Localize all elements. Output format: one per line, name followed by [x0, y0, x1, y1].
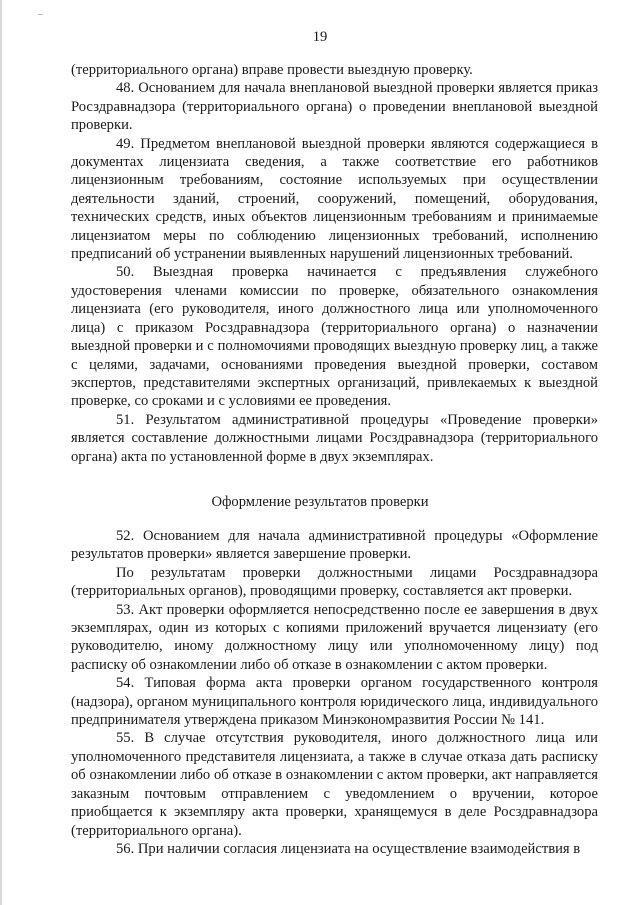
- paragraph-52-results: По результатам проверки должностными лицами Росздравнадзора (территориальных органов), проводящими проверку, составляется акт проверки.: [71, 564, 598, 600]
- paragraph-50: 50. Выездная проверка начинается с предъявления служебного удостоверения членами комиссии по проверке, обязательного ознакомления лицензиата (его руководителя, иного должностного лица или уполномоченного лица) с приказом Росздравнадзора (территориального органа) о назначении выездной проверки и с полномочиями проводящих выездную проверку лиц, а также с целями, задачами, основаниями проведения выездной проверки, составом экспертов, представителями экспертных организаций, привлекаемых к выездной проверке, со сроками и с условиями ее проведения.: [71, 264, 598, 410]
- paragraph-54: 54. Типовая форма акта проверки органом государственного контроля (надзора), органом муниципального контроля юридического лица, индивидуального предпринимателя утверждена приказом Минэкономразвития России № 141.: [71, 675, 598, 729]
- paragraph-55: 55. В случае отсутствия руководителя, иного должностного лица или уполномоченного представителя лицензиата, а также в случае отказа дать расписку об ознакомлении либо об отказе в ознакомлении с актом проверки, акт направляется заказным почтовым отправлением с уведомлением о вручении, которое приобщается к экземпляру акта проверки, хранящемуся в деле Росздравнадзора (территориального органа).: [71, 730, 598, 839]
- paragraph-51: 51. Результатом административной процедуры «Проведение проверки» является составление должностными лицами Росздравнадзора (территориального органа) акта по установленной форме в двух экземплярах.: [71, 411, 598, 465]
- paragraph-continuation: (территориального органа) вправе провести выездную проверку.: [71, 62, 473, 78]
- paragraph-53: 53. Акт проверки оформляется непосредственно после ее завершения в двух экземплярах, один из которых с копиями приложений вручается лицензиату (его руководителю, иному должностному лицу или уполномоченному лицу) под расписку об ознакомлении либо об отказе в ознакомлении с актом проверки.: [71, 601, 598, 673]
- paragraph-49: 49. Предметом внеплановой выездной проверки являются содержащиеся в документах лицензиата сведения, а также соответствие его работников лицензионным требованиям, состояние используемых при осуществлении деятельности зданий, строений, сооружений, помещений, оборудования, технических средств, иных объектов лицензионным требованиям и принимаемые лицензиатом меры по соблюдению лицензионных требований, исполнению предписаний об устранении выявленных нарушений лицензионных требований.: [71, 135, 598, 263]
- paragraph-52: 52. Основанием для начала административной процедуры «Оформление результатов проверки» является завершение проверки.: [71, 528, 598, 563]
- paragraph-48: 48. Основанием для начала внеплановой выездной проверки является приказ Росздравнадзора (территориального органа) о проведении внеплановой выездной проверки.: [71, 80, 598, 134]
- text-block-before-section: [71, 61, 598, 466]
- paragraph-56: 56. При наличии согласия лицензиата на осуществление взаимодействия в: [116, 840, 581, 857]
- text-block-section: [71, 527, 598, 858]
- scan-mark: [38, 14, 43, 15]
- page-left-edge: [0, 0, 2, 905]
- page-number: 19: [312, 29, 328, 45]
- section-title: Оформление результатов проверки: [211, 494, 429, 510]
